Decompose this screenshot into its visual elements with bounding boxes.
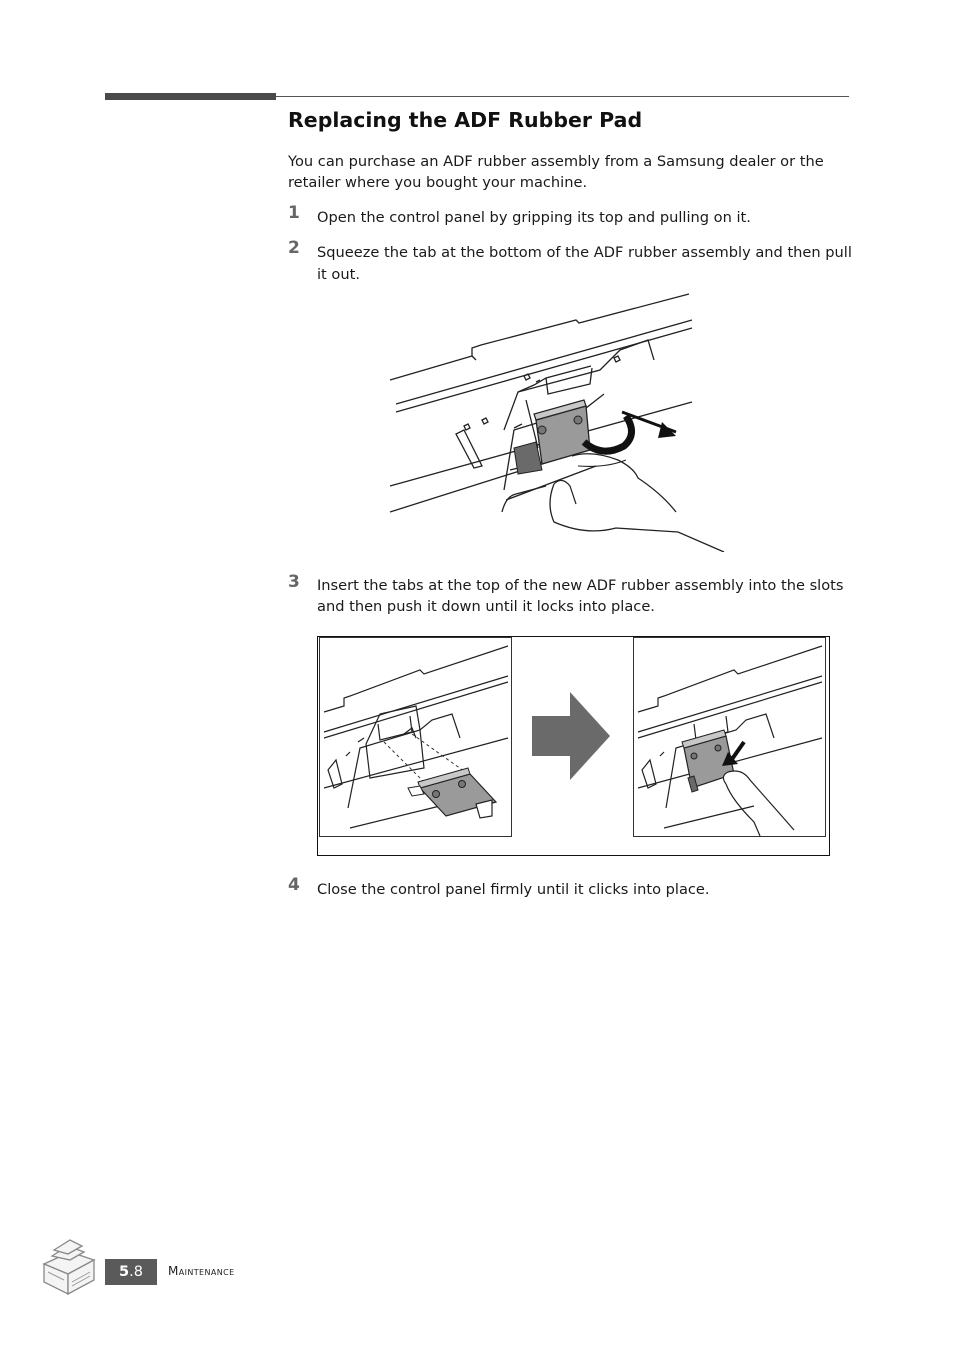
intro-paragraph: You can purchase an ADF rubber assembly from a Samsung dealer or the retailer where you bought your machine. — [288, 153, 824, 191]
insert-pad-panel-before — [319, 637, 512, 837]
remove-pad-illustration — [386, 290, 730, 552]
page-suffix: .8 — [129, 1264, 143, 1280]
section-name: Maintenance — [168, 1264, 235, 1278]
page-title: Replacing the ADF Rubber Pad — [288, 108, 643, 132]
printer-icon — [40, 1238, 98, 1298]
step-number: 2 — [288, 238, 300, 258]
header-rule-thick — [105, 93, 276, 100]
step-text: Insert the tabs at the top of the new ADF rubber assembly into the slots and then push it down until it locks into place. — [317, 577, 844, 615]
step-number: 3 — [288, 572, 300, 592]
step-number: 1 — [288, 203, 300, 223]
insert-pad-illustration-after — [634, 638, 825, 836]
page-number — [105, 1259, 157, 1285]
insert-pad-illustration-before — [320, 638, 511, 836]
step-text: Squeeze the tab at the bottom of the ADF rubber assembly and then pull it out. — [317, 244, 852, 283]
chapter-number: 5 — [119, 1264, 130, 1280]
insert-pad-panel-after — [633, 637, 826, 837]
step-number: 4 — [288, 875, 300, 895]
step-text: Close the control panel firmly until it clicks into place. — [317, 881, 710, 898]
step-text: Open the control panel by gripping its top and pulling on it. — [317, 209, 751, 226]
right-arrow-icon — [530, 690, 612, 782]
header-rule-thin — [276, 96, 849, 97]
